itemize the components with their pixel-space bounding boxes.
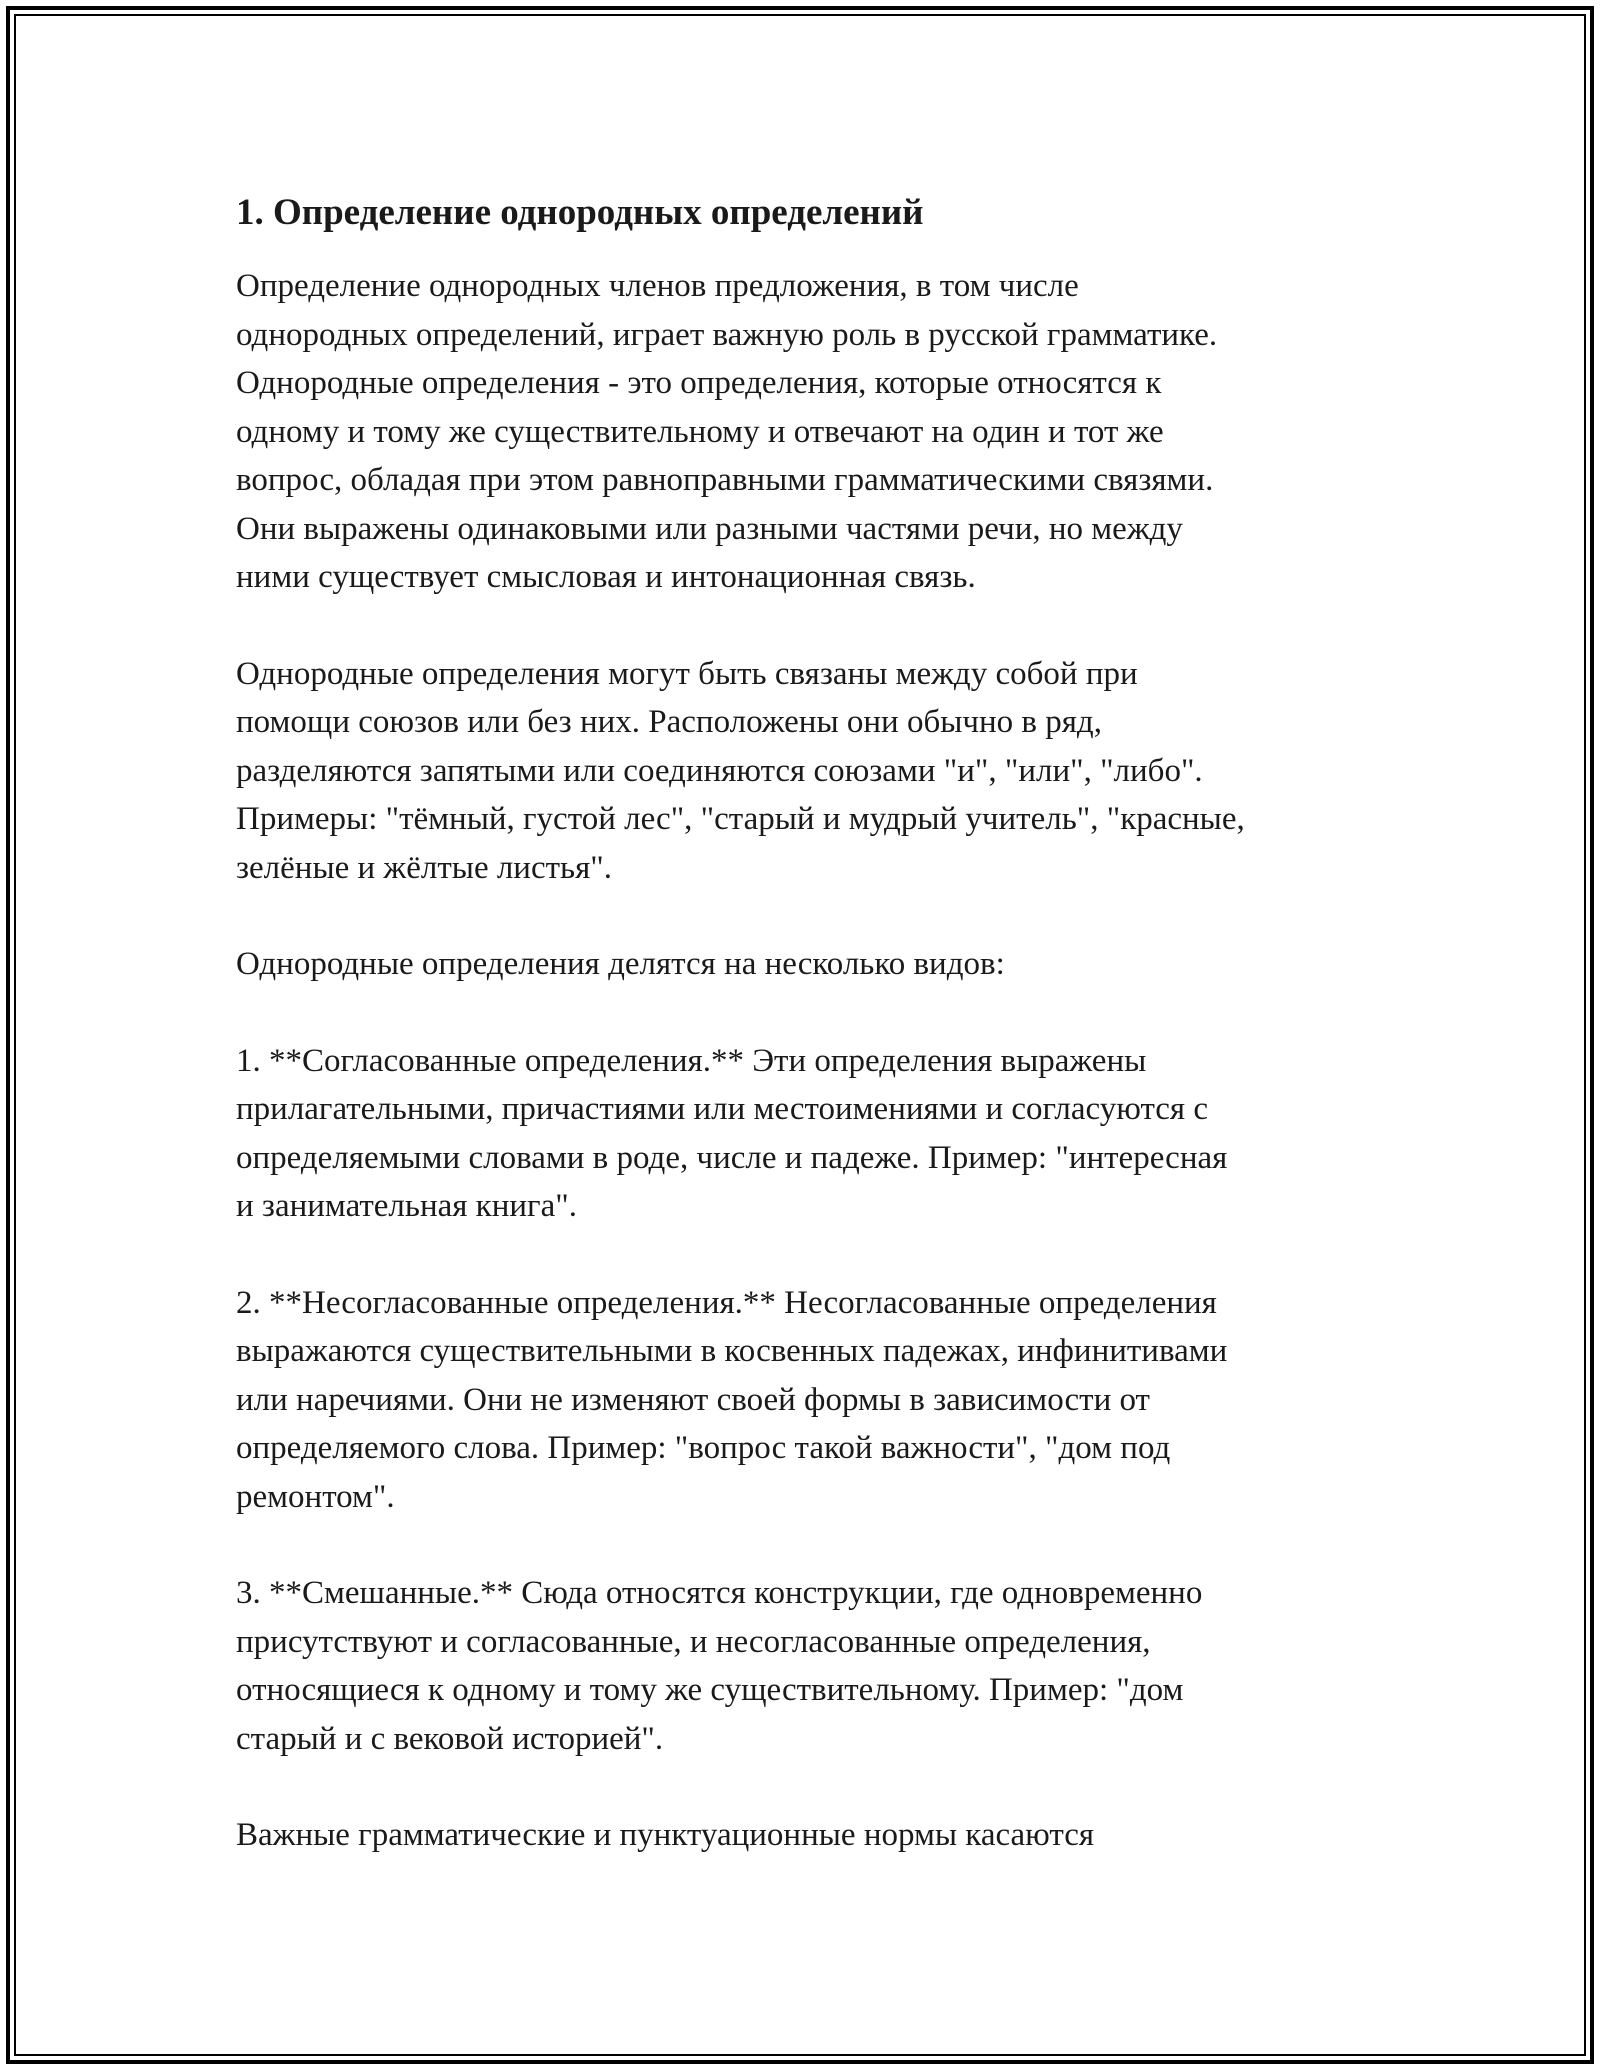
list-item-mixed: 3. **Смешанные.** Сюда относятся конструкции, где одновременно присутствуют и согласованные, и несогласованные определения, относящиеся к одному и тому же существительному. Пример: "дом старый и с вековой историей".	[236, 1575, 1203, 1757]
paragraph-types-intro: Однородные определения делятся на несколько видов:	[236, 946, 1005, 982]
paragraph-examples: Однородные определения могут быть связаны между собой при помощи союзов или без них. Расположены они обычно в ряд, разделяются запятыми или соединяются союзами "и", "или", "либо". Примеры: "тёмный, густой лес", "старый и мудрый учитель", "красные, зелёные и жёлтые листья".	[236, 655, 1245, 886]
paragraph-intro: Определение однородных членов предложения, в том числе однородных определений, играет важную роль в русской грамматике. Однородные определения - это определения, которые относятся к одному и тому же существительному и отвечают на один и тот же вопрос, обладая при этом равноправными грамматическими связями. Они выражены одинаковыми или разными частями речи, но между ними существует смысловая и интонационная связь.	[236, 268, 1218, 595]
list-item-agreed: 1. **Согласованные определения.** Эти определения выражены прилагательными, причастиями или местоимениями и согласуются с определяемыми словами в роде, числе и падеже. Пример: "интересная и занимательная книга".	[236, 1042, 1228, 1224]
document-body	[236, 186, 1386, 1908]
section-heading: 1. Определение однородных определений	[236, 192, 924, 233]
list-item-unagreed: 2. **Несогласованные определения.** Несогласованные определения выражаются существительными в косвенных падежах, инфинитивами или наречиями. Они не изменяют своей формы в зависимости от определяемого слова. Пример: "вопрос такой важности", "дом под ремонтом".	[236, 1284, 1228, 1515]
paragraph-norms: Важные грамматические и пунктуационные нормы касаются	[236, 1817, 1095, 1853]
